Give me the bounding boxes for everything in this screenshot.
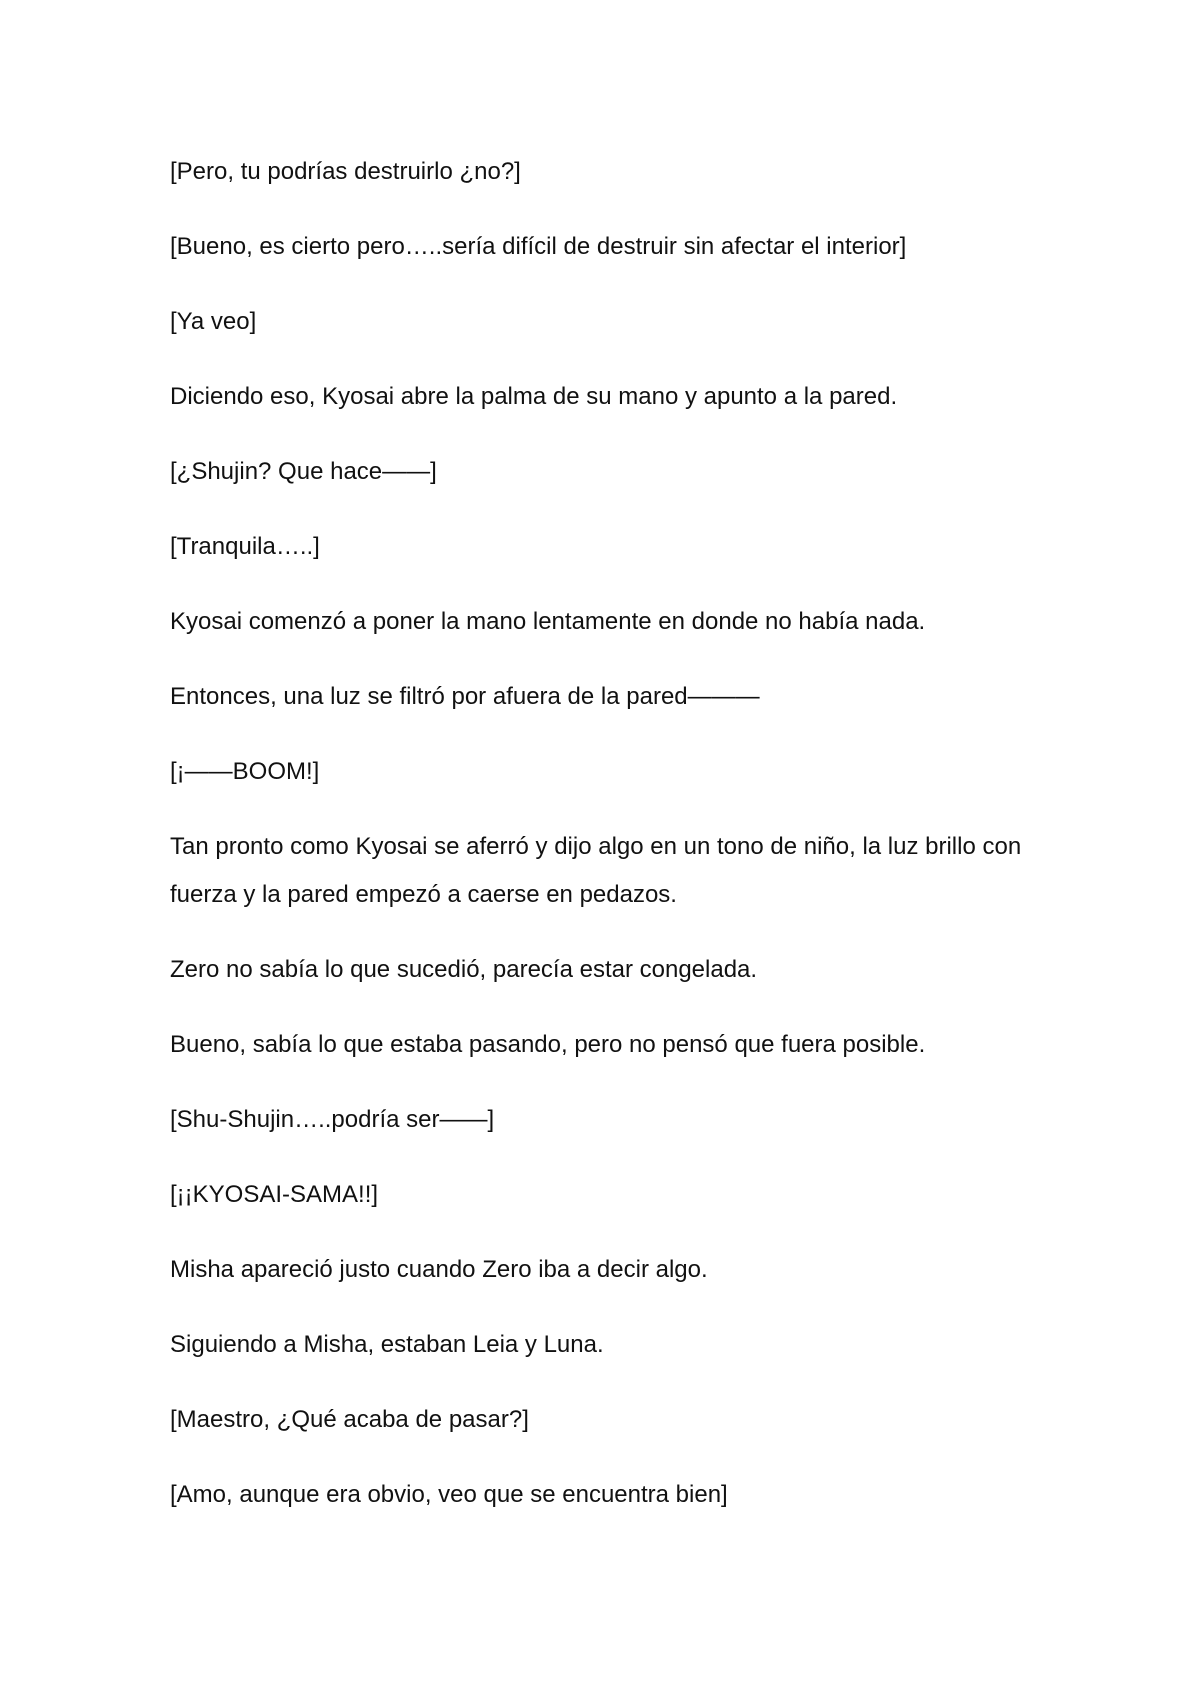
paragraph: [Amo, aunque era obvio, veo que se encuentra bien] (170, 1481, 728, 1508)
paragraph: Zero no sabía lo que sucedió, parecía estar congelada. (170, 956, 758, 983)
paragraph: Diciendo eso, Kyosai abre la palma de su mano y apunto a la pared. (170, 383, 898, 410)
paragraph: Misha apareció justo cuando Zero iba a decir algo. (170, 1256, 708, 1283)
paragraph: [¡¡KYOSAI-SAMA!!] (170, 1181, 379, 1208)
paragraph: Tan pronto como Kyosai se aferró y dijo algo en un tono de niño, la luz brillo con fuerza y la pared empezó a caerse en pedazos. (170, 833, 1022, 908)
paragraph: [Ya veo] (170, 308, 257, 335)
paragraph: Siguiendo a Misha, estaban Leia y Luna. (170, 1331, 604, 1358)
text-body (170, 148, 1030, 1546)
paragraph: [Bueno, es cierto pero…..sería difícil de destruir sin afectar el interior] (170, 233, 907, 260)
paragraph: [Pero, tu podrías destruirlo ¿no?] (170, 158, 521, 185)
paragraph: [Tranquila…..] (170, 533, 320, 560)
paragraph: [¿Shujin? Que hace——] (170, 458, 437, 485)
paragraph: [Maestro, ¿Qué acaba de pasar?] (170, 1406, 529, 1433)
paragraph: [¡——BOOM!] (170, 758, 320, 785)
paragraph: Bueno, sabía lo que estaba pasando, pero no pensó que fuera posible. (170, 1031, 926, 1058)
paragraph: Kyosai comenzó a poner la mano lentamente en donde no había nada. (170, 608, 926, 635)
paragraph: Entonces, una luz se filtró por afuera de la pared——— (170, 683, 760, 710)
paragraph: [Shu-Shujin…..podría ser——] (170, 1106, 495, 1133)
